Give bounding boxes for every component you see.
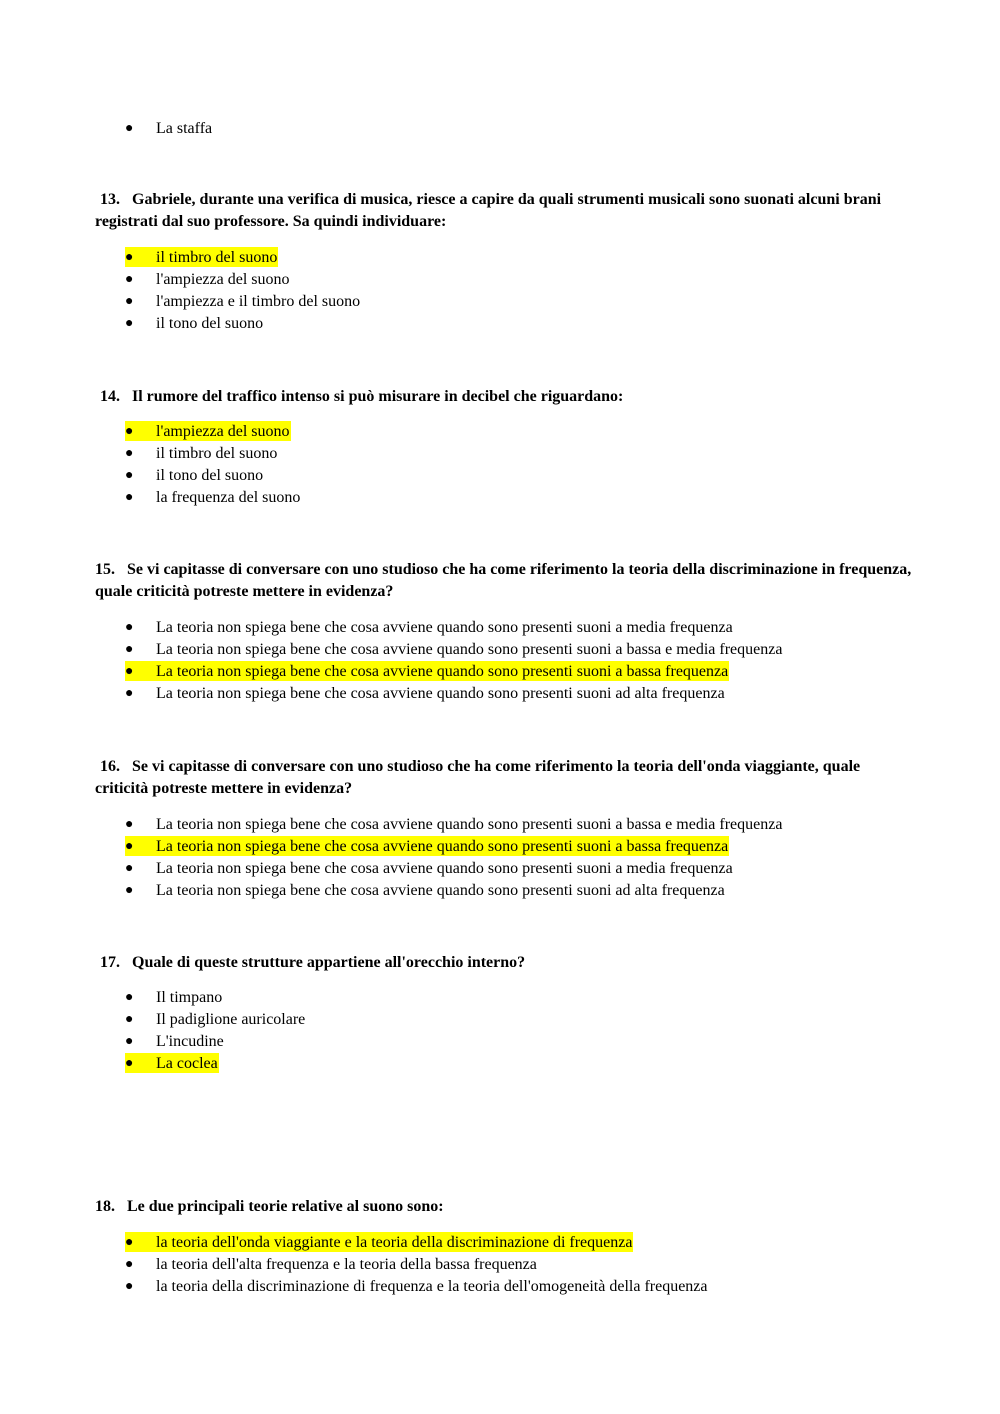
option-item	[0, 465, 1000, 487]
carryover-options	[0, 118, 1000, 140]
option-text: La teoria non spiega bene che cosa avviene quando sono presenti suoni a media frequenza	[156, 619, 733, 636]
option-text: La coclea	[156, 1055, 218, 1072]
option-text: La teoria non spiega bene che cosa avviene quando sono presenti suoni a bassa frequenza	[156, 838, 729, 855]
option-item	[0, 118, 1000, 140]
option-text: La staffa	[156, 120, 213, 137]
question-number: 17.	[100, 954, 120, 971]
option-item	[0, 1031, 1000, 1053]
option-text: la teoria dell'alta frequenza e la teoria della bassa frequenza	[156, 1256, 537, 1273]
option-text: il timbro del suono	[156, 445, 278, 462]
bullet-icon: ●	[125, 121, 134, 136]
options-15	[0, 617, 1000, 705]
option-item	[0, 421, 1000, 443]
option-text: La teoria non spiega bene che cosa avviene quando sono presenti suoni a bassa frequenza	[156, 663, 729, 680]
option-item	[0, 661, 1000, 683]
options-18	[0, 1232, 1000, 1298]
option-item	[0, 836, 1000, 858]
option-text: la frequenza del suono	[156, 489, 301, 506]
option-item	[0, 443, 1000, 465]
question-text: Quale di queste strutture appartiene all'orecchio interno?	[132, 954, 526, 971]
options-16	[0, 814, 1000, 902]
bullet-icon: ●	[125, 883, 134, 898]
option-item	[0, 247, 1000, 269]
option-text: La teoria non spiega bene che cosa avviene quando sono presenti suoni a media frequenza	[156, 860, 733, 877]
option-text: il tono del suono	[156, 467, 264, 484]
options-14	[0, 421, 1000, 509]
option-text: la teoria dell'onda viaggiante e la teoria della discriminazione di frequenza	[156, 1234, 633, 1251]
option-item	[0, 291, 1000, 313]
question-number: 14.	[100, 388, 120, 405]
bullet-icon: ●	[125, 861, 134, 876]
option-text: L'incudine	[156, 1033, 224, 1050]
bullet-icon: ●	[125, 620, 134, 635]
option-text: La teoria non spiega bene che cosa avviene quando sono presenti suoni ad alta frequenza	[156, 685, 725, 702]
bullet-icon: ●	[125, 1257, 134, 1272]
question-text: Gabriele, durante una verifica di musica, riesce a capire da quali strumenti musicali sono suonati alcuni brani registrati dal suo professore. Sa quindi individuare:	[95, 191, 882, 230]
options-17	[0, 987, 1000, 1075]
bullet-icon: ●	[125, 247, 156, 267]
option-text: l'ampiezza del suono	[156, 271, 290, 288]
question-text: Se vi capitasse di conversare con uno studioso che ha come riferimento la teoria dell'onda viaggiante, quale criticità potreste mettere in evidenza?	[95, 758, 861, 797]
option-text: il tono del suono	[156, 315, 264, 332]
bullet-icon: ●	[125, 490, 134, 505]
option-item	[0, 814, 1000, 836]
option-text: la teoria della discriminazione di frequenza e la teoria dell'omogeneità della frequenza	[156, 1278, 708, 1295]
bullet-icon: ●	[125, 272, 134, 287]
bullet-icon: ●	[125, 294, 134, 309]
bullet-icon: ●	[125, 316, 134, 331]
option-text: il timbro del suono	[156, 249, 278, 266]
option-item	[0, 1276, 1000, 1298]
option-text: Il timpano	[156, 989, 223, 1006]
bullet-icon: ●	[125, 1279, 134, 1294]
bullet-icon: ●	[125, 642, 134, 657]
question-number: 15.	[95, 561, 115, 578]
option-item	[0, 313, 1000, 335]
bullet-icon: ●	[125, 817, 134, 832]
option-item	[0, 683, 1000, 705]
option-text: l'ampiezza e il timbro del suono	[156, 293, 361, 310]
question-17	[95, 952, 915, 974]
option-item	[0, 880, 1000, 902]
option-item	[0, 617, 1000, 639]
question-text: Il rumore del traffico intenso si può misurare in decibel che riguardano:	[132, 388, 624, 405]
question-number: 16.	[100, 758, 120, 775]
question-14	[95, 386, 915, 408]
options-13	[0, 247, 1000, 335]
bullet-icon: ●	[125, 1232, 156, 1252]
bullet-icon: ●	[125, 1012, 134, 1027]
question-number: 18.	[95, 1198, 115, 1215]
option-text: La teoria non spiega bene che cosa avviene quando sono presenti suoni a bassa e media frequenza	[156, 816, 783, 833]
option-item	[0, 1053, 1000, 1075]
question-text: Se vi capitasse di conversare con uno studioso che ha come riferimento la teoria della discriminazione in frequenza, quale criticità potreste mettere in evidenza?	[95, 561, 912, 600]
bullet-icon: ●	[125, 421, 156, 441]
bullet-icon: ●	[125, 1053, 156, 1073]
bullet-icon: ●	[125, 836, 156, 856]
option-text: La teoria non spiega bene che cosa avviene quando sono presenti suoni ad alta frequenza	[156, 882, 725, 899]
question-18	[95, 1196, 915, 1218]
option-item	[0, 1254, 1000, 1276]
bullet-icon: ●	[125, 1034, 134, 1049]
bullet-icon: ●	[125, 468, 134, 483]
option-item	[0, 639, 1000, 661]
question-number: 13.	[100, 191, 120, 208]
option-item	[0, 487, 1000, 509]
option-text: La teoria non spiega bene che cosa avviene quando sono presenti suoni a bassa e media frequenza	[156, 641, 783, 658]
option-item	[0, 1232, 1000, 1254]
question-15	[95, 559, 915, 603]
bullet-icon: ●	[125, 661, 156, 681]
question-16	[95, 756, 915, 800]
bullet-icon: ●	[125, 686, 134, 701]
option-item	[0, 1009, 1000, 1031]
bullet-icon: ●	[125, 990, 134, 1005]
option-text: Il padiglione auricolare	[156, 1011, 306, 1028]
option-item	[0, 269, 1000, 291]
question-13	[95, 189, 915, 233]
option-item	[0, 858, 1000, 880]
bullet-icon: ●	[125, 446, 134, 461]
option-text: l'ampiezza del suono	[156, 423, 290, 440]
option-item	[0, 987, 1000, 1009]
question-text: Le due principali teorie relative al suono sono:	[127, 1198, 444, 1215]
